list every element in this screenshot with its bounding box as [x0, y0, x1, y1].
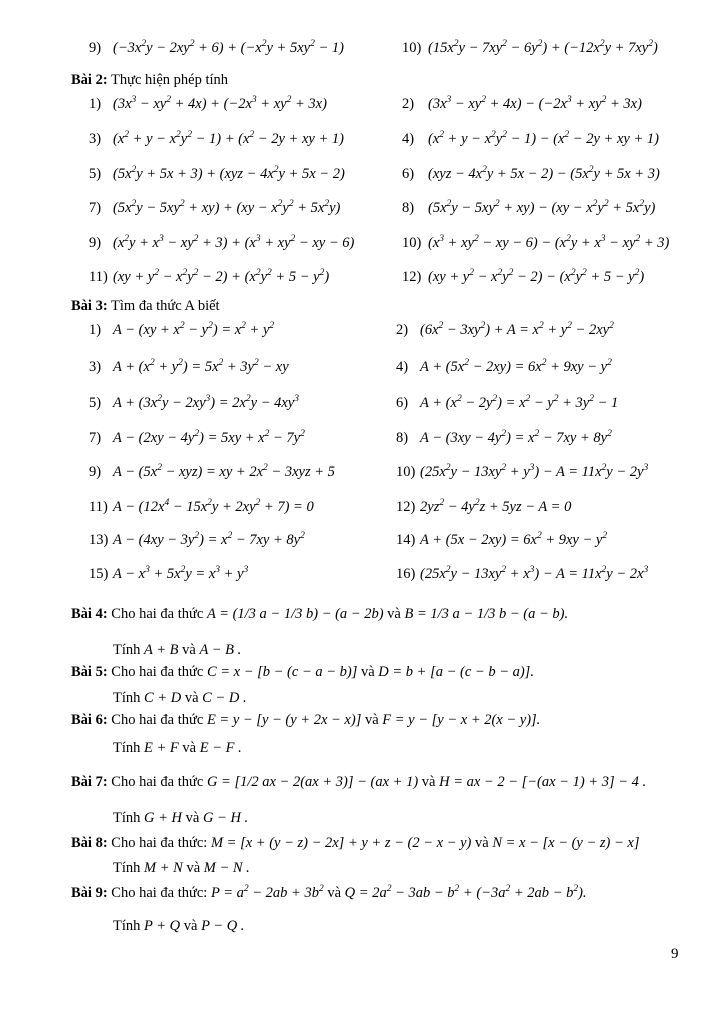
math-expression: $(5x^2y + 5x + 3) + (xyz - 4x^2y + 5x - 2)$ [113, 165, 345, 182]
section-instruction: Tìm đa thức A biết [111, 298, 220, 314]
item-number: 5) [89, 395, 102, 411]
section-instruction: Cho hai đa thức [111, 664, 204, 680]
math-expression: $(xyz - 4x^2y + 5x - 2) - (5x^2y + 5x + 3)$ [428, 165, 660, 182]
math-expression: ($x^3 + xy^2$ − xy − $6) - (x^2y + x^3 - xy^2 + 3)$ [428, 234, 670, 251]
item-number: 8) [402, 200, 415, 216]
item-number: 11) [89, 499, 108, 515]
task-line [113, 858, 250, 878]
connector-word: và [186, 860, 201, 876]
connector-word: và [387, 606, 401, 622]
section-instruction: Thực hiện phép tính [111, 72, 229, 88]
math-expression: A = (1/3 a − 1/3 b) − (a − 2b) [206, 606, 384, 622]
math-expression: $(x^2 + y - x^2y^2 - 1) - (x^2 - 2y$ + xy + 1) [428, 130, 659, 147]
math-expression: $A + (5x - 2xy) = 6x^2 + 9xy - y^2$ [420, 531, 608, 548]
math-expression: $(6x^2 - 3xy^2) + A = x^2 + y^2 - 2xy^2$ [420, 321, 614, 338]
math-expression: A + B [144, 642, 179, 658]
math-expression: G − H . [202, 810, 249, 826]
task-word: Tính [113, 690, 141, 706]
item-number: 9) [89, 40, 102, 56]
math-expression: $(15x^2y - 7xy^2 - 6y^2) + (-12x^2y + 7xy^2)$ [428, 39, 658, 56]
section-title: Bài 3: [71, 298, 108, 314]
math-expression: $(-3x^2y - 2xy^2 + 6) + (-x^2y + 5xy^2 - 1)$ [113, 39, 344, 56]
math-expression: $(x^2y + x^3 - xy^2 + 3) + (x^3 + xy^2$ − xy − 6) [113, 234, 355, 251]
task-word: Tính [113, 860, 141, 876]
connector-word: và [183, 918, 198, 934]
math-expression: C = x − [b − (c − a − b)] [206, 664, 358, 680]
math-expression: P + Q [144, 918, 181, 934]
task-line [113, 916, 244, 936]
item-number: 2) [402, 96, 415, 112]
item-number: 6) [396, 395, 409, 411]
section-instruction: Cho hai đa thức: [111, 835, 208, 851]
task-word: Tính [113, 918, 141, 934]
math-expression: $P = a^2 - 2ab + 3b^2$ [210, 884, 324, 901]
math-expression: $(5x^2y - 5xy^2 + xy) + (xy - x^2y^2 + 5x^2y)$ [113, 199, 341, 216]
item-number: 4) [396, 359, 409, 375]
math-expression: G = [1/2 ax − 2(ax + 3)] − (ax + 1) [206, 774, 419, 790]
item-number: 11) [89, 269, 108, 285]
math-expression: M + N [144, 860, 183, 876]
connector-word: và [421, 774, 436, 790]
task-word: Tính [113, 740, 141, 756]
connector-word: và [475, 835, 489, 851]
item-number: 13) [89, 532, 109, 548]
math-expression: $Q = 2a^2 - 3ab - b^2 + (-3a^2 + 2ab - b^2)$. [344, 884, 587, 901]
task-line [113, 808, 248, 828]
connector-word: và [360, 664, 375, 680]
math-expression: $A - x^3 + 5x^2y = x^3 + y^3$ [113, 565, 249, 582]
item-number: 16) [396, 566, 416, 582]
section-title: Bài 7: [71, 774, 108, 790]
section-title: Bài 9: [71, 885, 108, 901]
item-number: 9) [89, 235, 102, 251]
math-expression: B = 1/3 a − 1/3 b − (a − b). [404, 606, 569, 622]
math-expression: M − N . [203, 860, 250, 876]
math-expression: F = y − [y − x + 2(x − y)]. [382, 712, 541, 728]
math-expression: H = ax − 2 − [−(ax − 1) + 3] − 4 . [439, 774, 647, 790]
math-expression: $(xy + y^2 - x^2y^2 - 2) + (x^2y^2 + 5 - y^2)$ [113, 268, 330, 285]
section-title: Bài 8: [71, 835, 108, 851]
task-line [113, 738, 242, 758]
item-number: 12) [396, 499, 416, 515]
math-expression: E = y − [y − (y + 2x − x)] [206, 712, 362, 728]
item-number: 3) [89, 131, 102, 147]
math-expression: $(x^2 + y - x^2y^2 - 1) + (x^2 - 2y$ + xy + 1) [113, 130, 344, 147]
math-expression: $A - (3xy - 4y^2) = x^2 - 7xy + 8y^2$ [420, 429, 612, 446]
math-expression: $(25x^2y - 13xy^2 + y^3) - A = 11x^2y - 2y^3$ [420, 463, 649, 480]
math-expression: $(xy + y^2 - x^2y^2 - 2) - (x^2y^2 + 5 - y^2)$ [428, 268, 645, 285]
item-number: 6) [402, 166, 415, 182]
task-line [113, 688, 247, 708]
item-number: 1) [89, 322, 102, 338]
section-instruction: Cho hai đa thức [111, 774, 204, 790]
connector-word: và [364, 712, 379, 728]
math-expression: $A - (2xy - 4y^2) = 5xy + x^2 - 7y^2$ [113, 429, 305, 446]
math-expression: C − D . [202, 690, 247, 706]
item-number: 1) [89, 96, 102, 112]
connector-word: và [327, 885, 342, 901]
task-word: Tính [113, 810, 141, 826]
task-word: Tính [113, 642, 141, 658]
section-title: Bài 6: [71, 712, 108, 728]
math-expression: $(25x^2y - 13xy^2 + x^3) - A = 11x^2y - 2x^3$ [420, 565, 649, 582]
item-number: 8) [396, 430, 409, 446]
item-number: 10) [402, 235, 422, 251]
connector-word: và [182, 642, 196, 658]
math-expression: $(3x^3 - xy^2 + 4x) - (-2x^3 + xy^2 + 3x)$ [428, 95, 642, 112]
math-expression: M = [x + (y − z) − 2x] + y + z − (2 − x − y) [210, 835, 472, 851]
section-instruction: Cho hai đa thức [111, 712, 204, 728]
section-instruction: Cho hai đa thức: [111, 885, 208, 901]
item-number: 3) [89, 359, 102, 375]
page-number: 9 [671, 946, 679, 962]
math-expression: P − Q . [201, 918, 245, 934]
math-expression: E − F . [199, 740, 242, 756]
math-expression: G + H [144, 810, 182, 826]
math-expression: $(5x^2y - 5xy^2 + xy) - (xy - x^2y^2 + 5x^2y)$ [428, 199, 656, 216]
section-title: Bài 4: [71, 606, 108, 622]
item-number: 7) [89, 200, 102, 216]
math-expression: $A - (xy + x^2 - y^2) = x^2 + y^2$ [113, 321, 275, 338]
item-number: 14) [396, 532, 416, 548]
item-number: 7) [89, 430, 102, 446]
math-expression: $A + (x^2 + y^2) = 5x^2 + 3y^2$ − xy [113, 358, 289, 375]
item-number: 12) [402, 269, 422, 285]
math-expression: E + F [144, 740, 179, 756]
math-expression: C + D [144, 690, 182, 706]
math-expression: $A + (3x^2y - 2xy^3) = 2x^2y - 4xy^3$ [113, 394, 299, 411]
math-expression: N = x − [x − (y − z) − x] [492, 835, 640, 851]
math-expression: A − B . [199, 642, 242, 658]
section-title: Bài 2: [71, 72, 108, 88]
math-expression: D = b + [a − (c − b − a)]. [378, 664, 534, 680]
item-number: 5) [89, 166, 102, 182]
task-line [113, 640, 241, 660]
math-expression: $A + (5x^2 - 2xy) = 6x^2 + 9xy - y^2$ [420, 358, 612, 375]
math-expression: $A - (5x^2 - xyz)$ = xy + $2x^2 - 3xyz + 5$ [113, 463, 335, 480]
item-number: 4) [402, 131, 415, 147]
math-expression: $A + (x^2 - 2y^2) = x^2 - y^2 + 3y^2 - 1$ [420, 394, 619, 411]
connector-word: và [182, 740, 197, 756]
section-title: Bài 5: [71, 664, 108, 680]
connector-word: và [184, 690, 199, 706]
item-number: 10) [396, 464, 416, 480]
math-expression: $(3x^3 - xy^2 + 4x) + (-2x^3 + xy^2 + 3x)$ [113, 95, 327, 112]
section-instruction: Cho hai đa thức [111, 606, 204, 622]
item-number: 10) [402, 40, 422, 56]
math-expression: $2yz^2 - 4y^2z + 5yz - A = 0$ [420, 498, 572, 515]
item-number: 15) [89, 566, 109, 582]
math-expression: $A - (12x^4 - 15x^2y + 2xy^2 + 7) = 0$ [113, 498, 314, 515]
math-expression: $A - (4xy - 3y^2) = x^2 - 7xy + 8y^2$ [113, 531, 305, 548]
connector-word: và [185, 810, 200, 826]
item-number: 2) [396, 322, 409, 338]
item-number: 9) [89, 464, 102, 480]
